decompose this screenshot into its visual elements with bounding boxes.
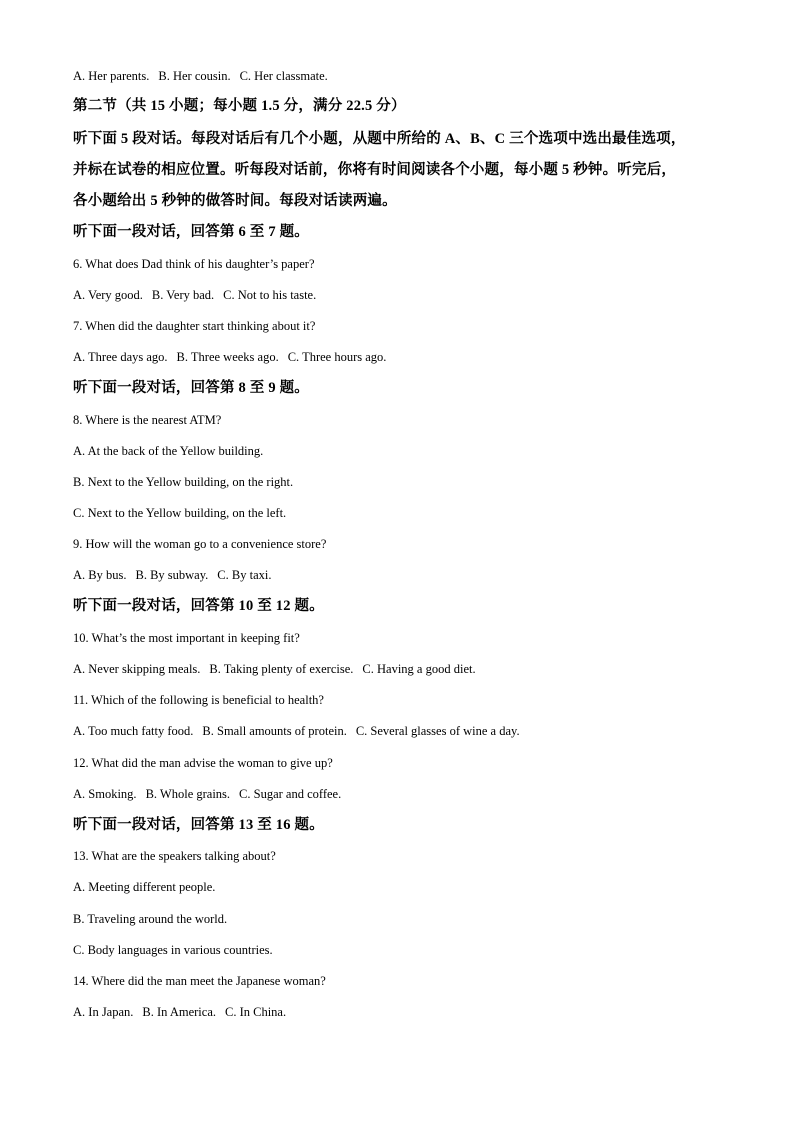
q11-question: 11. Which of the following is beneficial to health? bbox=[73, 693, 324, 707]
q5-option-a: A. Her parents. bbox=[73, 69, 150, 83]
dialog3-heading: 听下面一段对话，回答第 10 至 12 题。 bbox=[73, 598, 324, 614]
dialog4-heading: 听下面一段对话，回答第 13 至 16 题。 bbox=[73, 817, 324, 833]
q12-question: 12. What did the man advise the woman to give up? bbox=[73, 756, 333, 770]
q12-option-a: A. Smoking. bbox=[73, 787, 137, 801]
q11-options-row bbox=[73, 723, 520, 739]
section2-instructions-line-1: 听下面 5 段对话。每段对话后有几个小题，从题中所给的 A、B、C 三个选项中选出最佳选项， bbox=[73, 131, 686, 147]
q11-option-a: A. Too much fatty food. bbox=[73, 724, 194, 738]
q14-question: 14. Where did the man meet the Japanese woman? bbox=[73, 974, 326, 988]
q7-option-c: C. Three hours ago. bbox=[287, 350, 387, 364]
q14-options-row bbox=[73, 1004, 286, 1020]
q9-question: 9. How will the woman go to a convenience store? bbox=[73, 537, 327, 551]
q8-option-a: A. At the back of the Yellow building. bbox=[73, 444, 264, 458]
q7-options-row bbox=[73, 349, 386, 365]
q6-question: 6. What does Dad think of his daughter’s paper? bbox=[73, 257, 315, 271]
q13-option-a: A. Meeting different people. bbox=[73, 880, 216, 894]
q5-option-b: B. Her cousin. bbox=[158, 69, 231, 83]
q6-option-a: A. Very good. bbox=[73, 288, 143, 302]
dialog1-heading: 听下面一段对话，回答第 6 至 7 题。 bbox=[73, 224, 309, 240]
q8-option-c: C. Next to the Yellow building, on the left. bbox=[73, 506, 287, 520]
q10-options-row bbox=[73, 661, 476, 677]
q14-option-b: B. In America. bbox=[142, 1005, 216, 1019]
q7-question: 7. When did the daughter start thinking about it? bbox=[73, 319, 316, 333]
section2-instructions-line-3: 各小题给出 5 秒钟的做答时间。每段对话读两遍。 bbox=[73, 193, 397, 209]
q13-option-c: C. Body languages in various countries. bbox=[73, 943, 273, 957]
section2-title: 第二节（共 15 小题；每小题 1.5 分，满分 22.5 分） bbox=[73, 98, 406, 114]
q12-option-b: B. Whole grains. bbox=[145, 787, 231, 801]
q9-options-row bbox=[73, 567, 271, 583]
q10-option-a: A. Never skipping meals. bbox=[73, 662, 201, 676]
q8-option-b: B. Next to the Yellow building, on the right. bbox=[73, 475, 294, 489]
q11-option-b: B. Small amounts of protein. bbox=[202, 724, 347, 738]
q8-question: 8. Where is the nearest ATM? bbox=[73, 413, 222, 427]
section2-instructions-line-2: 并标在试卷的相应位置。听每段对话前，你将有时间阅读各个小题，每小题 5 秒钟。听完后， bbox=[73, 162, 677, 178]
q14-option-c: C. In China. bbox=[225, 1005, 287, 1019]
q5-option-c: C. Her classmate. bbox=[239, 69, 328, 83]
q11-option-c: C. Several glasses of wine a day. bbox=[355, 724, 520, 738]
dialog2-heading: 听下面一段对话，回答第 8 至 9 题。 bbox=[73, 380, 309, 396]
q9-option-c: C. By taxi. bbox=[217, 568, 272, 582]
q14-option-a: A. In Japan. bbox=[73, 1005, 134, 1019]
q12-option-c: C. Sugar and coffee. bbox=[239, 787, 342, 801]
q7-option-b: B. Three weeks ago. bbox=[176, 350, 279, 364]
q13-option-b: B. Traveling around the world. bbox=[73, 912, 228, 926]
q10-option-c: C. Having a good diet. bbox=[362, 662, 476, 676]
q6-options-row bbox=[73, 287, 316, 303]
q5-options-row bbox=[73, 68, 328, 84]
q9-option-a: A. By bus. bbox=[73, 568, 127, 582]
q13-question: 13. What are the speakers talking about? bbox=[73, 849, 276, 863]
q6-option-b: B. Very bad. bbox=[151, 288, 215, 302]
q6-option-c: C. Not to his taste. bbox=[223, 288, 317, 302]
q10-question: 10. What’s the most important in keeping fit? bbox=[73, 631, 300, 645]
q10-option-b: B. Taking plenty of exercise. bbox=[209, 662, 354, 676]
q7-option-a: A. Three days ago. bbox=[73, 350, 168, 364]
q12-options-row bbox=[73, 786, 341, 802]
q9-option-b: B. By subway. bbox=[135, 568, 209, 582]
